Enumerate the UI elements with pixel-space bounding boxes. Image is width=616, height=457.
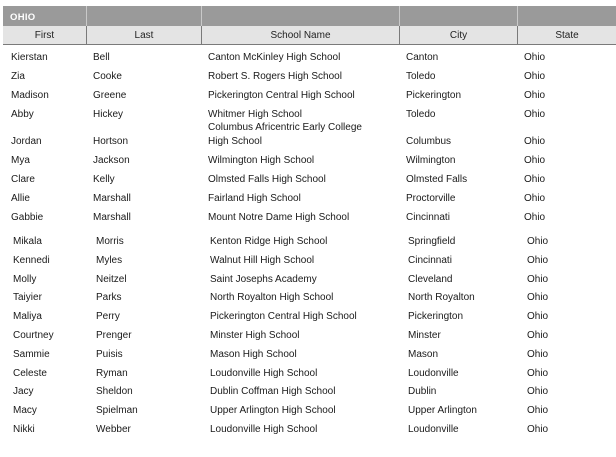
table-row	[0, 67, 616, 86]
cell-school-name: Canton McKinley High School	[208, 52, 341, 63]
cell-last: Greene	[93, 90, 127, 101]
cell-first: Celeste	[13, 368, 47, 379]
cell-school-name-line2: High School	[208, 136, 262, 147]
cell-first: Jacy	[13, 386, 34, 397]
cell-school-name: Whitmer High School	[208, 109, 302, 120]
cell-last: Morris	[96, 236, 124, 247]
cell-first: Mya	[11, 155, 30, 166]
cell-first: Gabbie	[11, 212, 44, 223]
cell-last: Sheldon	[96, 386, 133, 397]
cell-state: Ohio	[524, 90, 546, 101]
cell-state: Ohio	[524, 174, 546, 185]
table-row	[0, 170, 616, 189]
table-row	[0, 86, 616, 105]
cell-first: Zia	[11, 71, 25, 82]
cell-first: Allie	[11, 193, 30, 204]
cell-first: Jordan	[11, 136, 42, 147]
cell-state: Ohio	[524, 71, 546, 82]
table-row	[0, 326, 616, 345]
cell-school-name: Mason High School	[210, 349, 297, 360]
cell-school-name: Dublin Coffman High School	[210, 386, 336, 397]
cell-school-name: Mount Notre Dame High School	[208, 212, 350, 223]
cell-city: North Royalton	[408, 292, 475, 303]
cell-school-name: Walnut Hill High School	[210, 255, 315, 266]
cell-city: Cleveland	[408, 274, 453, 285]
cell-last: Hortson	[93, 136, 129, 147]
cell-state: Ohio	[527, 405, 549, 416]
cell-school-name: Upper Arlington High School	[210, 405, 336, 416]
cell-last: Prenger	[96, 330, 132, 341]
table-row	[0, 364, 616, 383]
table-row	[0, 345, 616, 364]
cell-school-name: Fairland High School	[208, 193, 301, 204]
cell-last: Parks	[96, 292, 122, 303]
cell-last: Cooke	[93, 71, 122, 82]
cell-first: Macy	[13, 405, 37, 416]
cell-city: Cincinnati	[408, 255, 452, 266]
cell-city: Pickerington	[408, 311, 464, 322]
column-header-state: State	[555, 30, 579, 41]
cell-first: Kierstan	[11, 52, 48, 63]
cell-state: Ohio	[524, 109, 546, 120]
cell-state: Ohio	[527, 349, 549, 360]
table-row	[0, 122, 616, 151]
table-row	[0, 251, 616, 270]
cell-city: Upper Arlington	[408, 405, 477, 416]
cell-first: Sammie	[13, 349, 50, 360]
cell-last: Myles	[96, 255, 123, 266]
cell-first: Nikki	[13, 424, 35, 435]
cell-city: Columbus	[406, 136, 452, 147]
cell-last: Neitzel	[96, 274, 127, 285]
cell-state: Ohio	[524, 212, 546, 223]
cell-city: Proctorville	[406, 193, 456, 204]
table-row	[0, 307, 616, 326]
table-row	[0, 232, 616, 251]
table-row	[0, 48, 616, 67]
cell-school-name: North Royalton High School	[210, 292, 334, 303]
cell-city: Canton	[406, 52, 439, 63]
column-header-last: Last	[87, 26, 202, 44]
column-header-city: City	[400, 26, 518, 44]
cell-first: Courtney	[13, 330, 54, 341]
cell-school-name: Pickerington Central High School	[208, 90, 355, 101]
cell-first: Maliya	[13, 311, 42, 322]
cell-school-name: Loudonville High School	[210, 424, 318, 435]
cell-city: Toledo	[406, 109, 436, 120]
cell-state: Ohio	[527, 330, 549, 341]
cell-last: Marshall	[93, 193, 131, 204]
cell-state: Ohio	[527, 368, 549, 379]
table-row	[0, 270, 616, 289]
table-row	[0, 420, 616, 439]
cell-last: Perry	[96, 311, 120, 322]
cell-city: Pickerington	[406, 90, 462, 101]
section-title: OHIO	[3, 6, 87, 26]
cell-state: Ohio	[527, 292, 549, 303]
cell-last: Jackson	[93, 155, 130, 166]
table-row	[0, 382, 616, 401]
cell-state: Ohio	[527, 386, 549, 397]
cell-state: Ohio	[524, 193, 546, 204]
cell-city: Minster	[408, 330, 441, 341]
cell-school-name-line1: Columbus Africentric Early College	[208, 122, 362, 133]
cell-state: Ohio	[527, 424, 549, 435]
column-header-school-name: School Name	[202, 26, 400, 44]
cell-state: Ohio	[524, 52, 546, 63]
cell-first: Mikala	[13, 236, 42, 247]
cell-city: Mason	[408, 349, 439, 360]
cell-state: Ohio	[527, 274, 549, 285]
column-header-first: First	[3, 26, 87, 44]
cell-school-name: Minster High School	[210, 330, 300, 341]
cell-last: Webber	[96, 424, 131, 435]
cell-state: Ohio	[524, 136, 546, 147]
cell-city: Toledo	[406, 71, 436, 82]
cell-city: Dublin	[408, 386, 437, 397]
cell-last: Kelly	[93, 174, 115, 185]
cell-city: Wilmington	[406, 155, 456, 166]
table-row	[0, 151, 616, 170]
cell-school-name: Loudonville High School	[210, 368, 318, 379]
cell-state: Ohio	[527, 311, 549, 322]
cell-school-name: Kenton Ridge High School	[210, 236, 328, 247]
table-row	[0, 208, 616, 227]
table-row	[0, 401, 616, 420]
cell-first: Abby	[11, 109, 34, 120]
cell-city: Cincinnati	[406, 212, 450, 223]
cell-school-name: Robert S. Rogers High School	[208, 71, 342, 82]
cell-city: Loudonville	[408, 368, 459, 379]
cell-first: Madison	[11, 90, 49, 101]
cell-first: Clare	[11, 174, 35, 185]
cell-last: Puisis	[96, 349, 123, 360]
cell-city: Springfield	[408, 236, 456, 247]
cell-last: Ryman	[96, 368, 128, 379]
cell-state: Ohio	[524, 155, 546, 166]
table-row	[0, 189, 616, 208]
cell-first: Taiyier	[13, 292, 42, 303]
table-row	[0, 288, 616, 307]
cell-city: Loudonville	[408, 424, 459, 435]
cell-school-name: Olmsted Falls High School	[208, 174, 326, 185]
cell-last: Hickey	[93, 109, 124, 120]
cell-city: Olmsted Falls	[406, 174, 468, 185]
cell-school-name: Pickerington Central High School	[210, 311, 357, 322]
cell-state: Ohio	[527, 255, 549, 266]
cell-school-name: Saint Josephs Academy	[210, 274, 317, 285]
cell-first: Kennedi	[13, 255, 50, 266]
cell-last: Bell	[93, 52, 110, 63]
cell-last: Marshall	[93, 212, 131, 223]
cell-school-name: Wilmington High School	[208, 155, 315, 166]
cell-first: Molly	[13, 274, 37, 285]
cell-last: Spielman	[96, 405, 138, 416]
cell-state: Ohio	[527, 236, 549, 247]
